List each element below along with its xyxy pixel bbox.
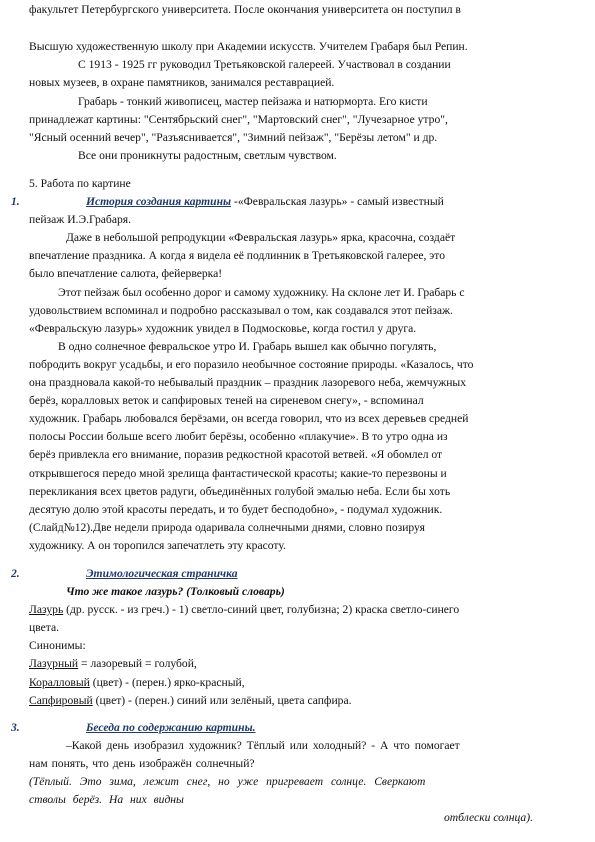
discussion-title: Беседа по содержанию картины.: [86, 721, 256, 734]
intro-line-7: "Ясный осенний вечер", "Разъяснивается", "Зимний пейзаж", "Берёзы летом" и др.: [29, 131, 438, 144]
answer-line-3: отблески солнца).: [444, 811, 533, 824]
para3-line-10: десятую долю этой красоты передать, и то будет бесподобно», - подумал художник.: [29, 503, 443, 516]
synonyms-label: Синонимы:: [29, 639, 86, 652]
para3-line-2: побродить вокруг усадьбы, и его поразило необычное состояние природы. «Казалось, что: [29, 358, 474, 371]
synonym-2-text: (цвет) - (перен.) ярко-красный,: [89, 676, 245, 689]
para3-line-7: берёз привлекла его внимание, поразив редкостной красотой ветвей. «Я обомлел от: [29, 448, 443, 461]
section-5-heading: 5. Работа по картине: [29, 177, 131, 190]
term-lazurny: Лазурный: [29, 657, 79, 670]
item-number-1: 1.: [11, 195, 20, 208]
history-line-1: [86, 194, 444, 210]
question-line-2: нам понять, что день изображён солнечный?: [29, 757, 255, 770]
synonym-line-1: [29, 656, 197, 672]
history-intro: -«Февральская лазурь» - самый известный: [231, 195, 444, 208]
para3-line-9: перекликания всех цветов радуги, объединённых голубой эмалью неба. Если бы хоть: [29, 485, 451, 498]
term-korallovy: Коралловый: [29, 676, 90, 689]
definition-line-1: [29, 602, 459, 618]
term-sapfirovy: Сапфировый: [29, 694, 93, 707]
para3-line-11: (Слайд№12).Две недели природа одаривала солнечными днями, словно позируя: [29, 521, 425, 534]
para3-line-6: полосы России больше всего любит берёзы, особенно «плакучие». В то утро одна из: [29, 430, 448, 443]
question-line-1: –Какой день изобразил художник? Тёплый или холодный? - А что помогает: [66, 739, 460, 752]
definition-text: (др. русск. - из греч.) - 1) светло-синий цвет, голубизна; 2) краска светло-синего: [63, 603, 460, 616]
para2-line-3: «Февральскую лазурь» художник увидел в Подмосковье, когда гостил у друга.: [29, 322, 417, 335]
etymology-question: Что же такое лазурь? (Толковый словарь): [66, 585, 285, 598]
definition-line-2: цвета.: [29, 621, 60, 634]
answer-line-1: (Тёплый. Это зима, лежит снег, но уже пригревает солнце. Сверкают: [29, 775, 426, 788]
para3-line-8: открывшегося передо мной зрелища фантастической красоты; какие-то перезвоны и: [29, 467, 447, 480]
para3-line-5: художник. Грабарь любовался берёзами, он всегда говорил, что из всех деревьев средней: [29, 412, 469, 425]
etymology-title: Этимологическая страничка: [86, 567, 238, 580]
para2-line-2: удовольствием вспоминал и подробно рассказывал о том, как создавался этот пейзаж.: [29, 304, 453, 317]
intro-line-5: Грабарь - тонкий живописец, мастер пейзажа и натюрморта. Его кисти: [78, 95, 428, 108]
para1-line-3: было впечатление салюта, фейерверка!: [29, 267, 223, 280]
answer-line-2: стволы берёз. На них видны: [29, 793, 184, 806]
intro-line-4: новых музеев, в охране памятников, занимался реставрацией.: [29, 76, 335, 89]
item-number-3: 3.: [11, 721, 20, 734]
synonym-line-3: [29, 693, 352, 709]
synonym-3-text: (цвет) - (перен.) синий или зелёный, цвета сапфира.: [92, 694, 352, 707]
para2-line-1: Этот пейзаж был особенно дорог и самому художнику. На склоне лет И. Грабарь с: [58, 286, 465, 299]
para1-line-1: Даже в небольшой репродукции «Февральская лазурь» ярка, красочна, создаёт: [66, 231, 456, 244]
history-title: История создания картины: [86, 195, 232, 208]
term-lazur: Лазурь: [29, 603, 64, 616]
para3-line-3: она праздновала какой-то небывалый праздник – праздник лазоревого неба, жемчужных: [29, 376, 467, 389]
intro-line-6: принадлежат картины: "Сентябрьский снег", "Мартовский снег", "Лучезарное утро",: [29, 113, 448, 126]
intro-line-8: Все они проникнуты радостным, светлым чувством.: [78, 149, 337, 162]
history-line-2: пейзаж И.Э.Грабаря.: [29, 213, 131, 226]
para1-line-2: впечатление праздника. А когда я видела её подлинник в Третьяковской галерее, это: [29, 249, 445, 262]
item-number-2: 2.: [11, 567, 20, 580]
intro-line-3: С 1913 - 1925 гг руководил Третьяковской галереей. Участвовал в создании: [78, 58, 451, 71]
intro-line-2: Высшую художественную школу при Академии искусств. Учителем Грабаря был Репин.: [29, 40, 468, 53]
para3-line-12: художнику. А он торопился запечатлеть эту красоту.: [29, 539, 286, 552]
para3-line-1: В одно солнечное февральское утро И. Грабарь вышел как обычно погулять,: [58, 340, 437, 353]
synonym-1-text: = лазоревый = голубой,: [78, 657, 197, 670]
intro-line-1: факультет Петербургского университета. После окончания университета он поступил в: [29, 3, 461, 16]
synonym-line-2: [29, 675, 245, 691]
para3-line-4: берёз, коралловых веток и сапфировых теней на сиреневом снегу», - вспоминал: [29, 394, 424, 407]
